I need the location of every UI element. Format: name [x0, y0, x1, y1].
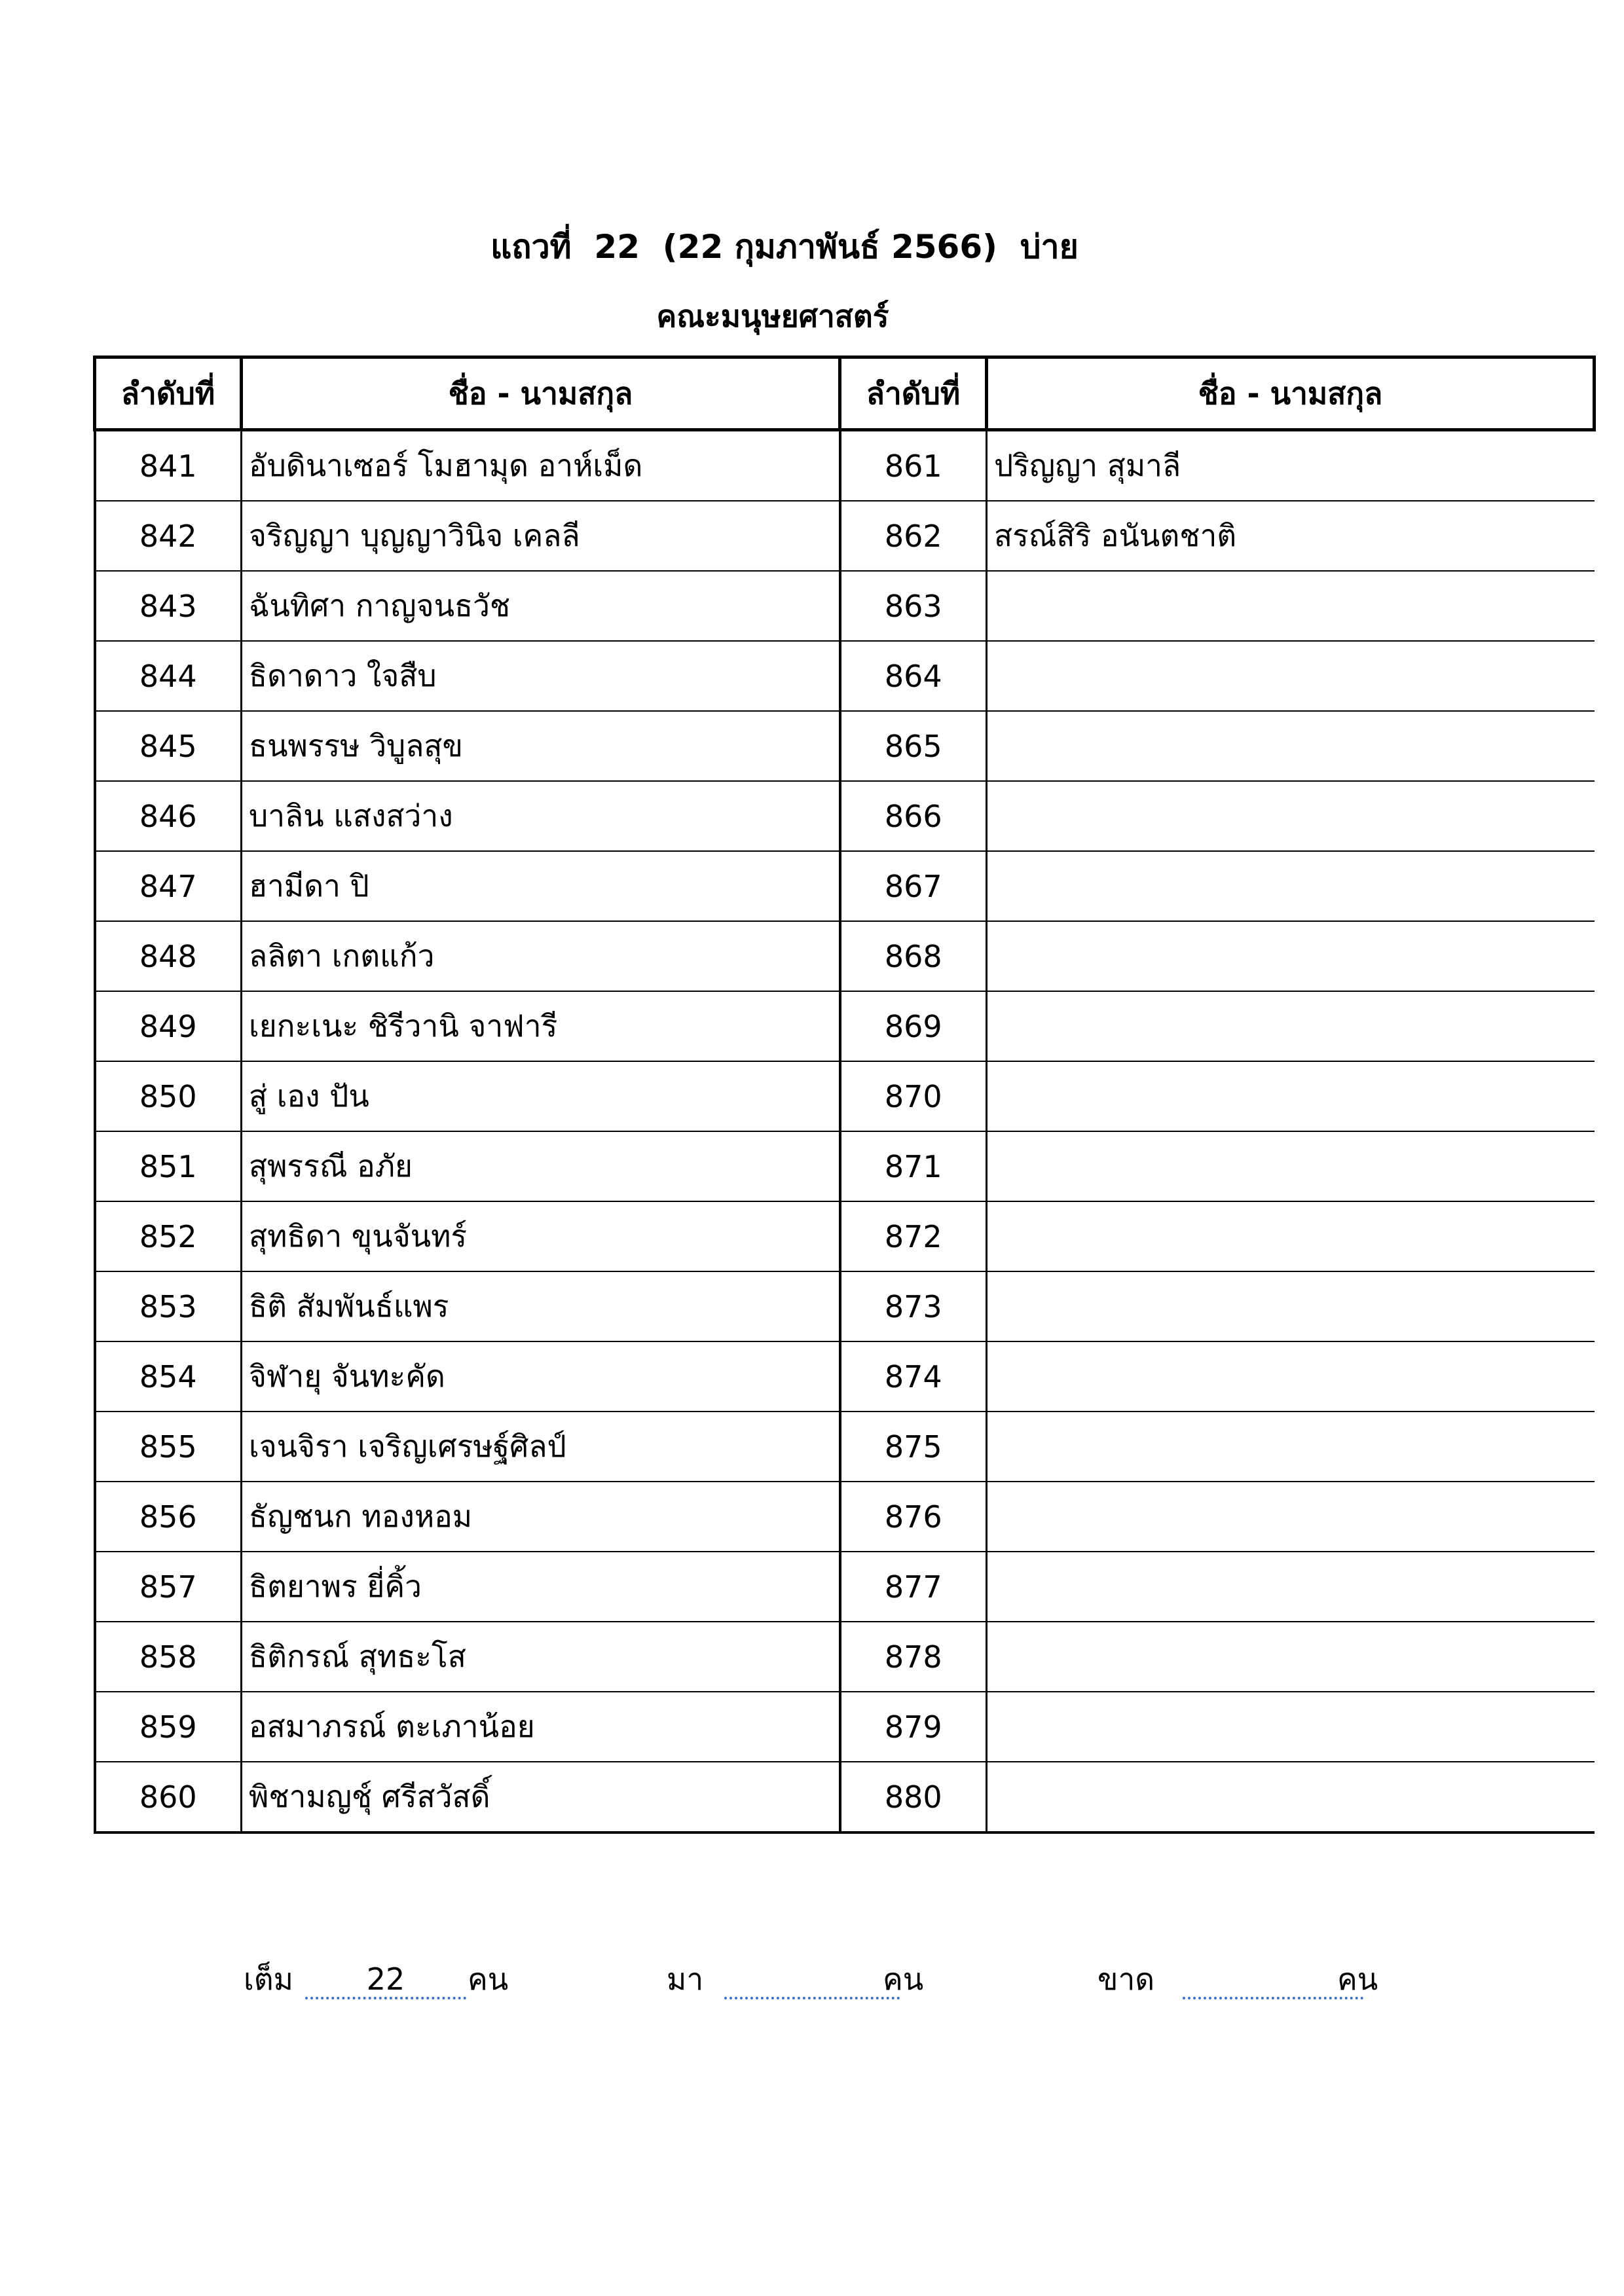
- table-row: [95, 711, 1595, 781]
- order-number-right: 862: [840, 501, 987, 571]
- attendance-table: [93, 355, 1596, 1834]
- table-row: [95, 921, 1595, 991]
- student-name-right: [987, 1412, 1595, 1482]
- student-name-right: [987, 1131, 1595, 1201]
- table-row: [95, 1482, 1595, 1552]
- order-number-left: 847: [95, 851, 242, 921]
- header-name-right: ชื่อ - นามสกุล: [987, 357, 1595, 430]
- student-name-right: [987, 711, 1595, 781]
- table-row: [95, 1201, 1595, 1271]
- student-name-right: [987, 1061, 1595, 1131]
- student-name-left: ธิตยาพร ยี่คิ้ว: [242, 1552, 840, 1622]
- order-number-left: 857: [95, 1552, 242, 1622]
- student-name-right: [987, 781, 1595, 851]
- table-row: [95, 430, 1595, 501]
- student-name-left: ฮามีดา ปิ: [242, 851, 840, 921]
- student-name-right: [987, 851, 1595, 921]
- table-row: [95, 501, 1595, 571]
- table-row: [95, 1131, 1595, 1201]
- student-name-left: สุพรรณี อภัย: [242, 1131, 840, 1201]
- order-number-right: 865: [840, 711, 987, 781]
- header-order-right: ลำดับที่: [840, 357, 987, 430]
- table-row: [95, 641, 1595, 711]
- student-name-right: [987, 1482, 1595, 1552]
- table-row: [95, 1692, 1595, 1762]
- full-count-value: 22: [366, 1961, 405, 1997]
- student-name-left: สุทธิดา ขุนจันทร์: [242, 1201, 840, 1271]
- order-number-left: 849: [95, 991, 242, 1061]
- order-number-left: 856: [95, 1482, 242, 1552]
- table-row: [95, 1762, 1595, 1832]
- order-number-right: 872: [840, 1201, 987, 1271]
- order-number-left: 844: [95, 641, 242, 711]
- table-body: [95, 430, 1595, 1833]
- order-number-left: 845: [95, 711, 242, 781]
- order-number-left: 860: [95, 1762, 242, 1832]
- order-number-left: 852: [95, 1201, 242, 1271]
- student-name-left: จิฬายุ จันทะคัด: [242, 1341, 840, 1412]
- order-number-right: 866: [840, 781, 987, 851]
- order-number-right: 876: [840, 1482, 987, 1552]
- table-row: [95, 1622, 1595, 1692]
- student-name-right: [987, 1271, 1595, 1341]
- order-number-right: 861: [840, 430, 987, 501]
- table-row: [95, 991, 1595, 1061]
- present-label: มา: [667, 1961, 704, 1997]
- absent-unit: คน: [1337, 1961, 1378, 1997]
- faculty-subtitle: คณะมนุษยศาสตร์: [656, 299, 889, 334]
- table-header-row: [95, 357, 1595, 430]
- student-name-left: สู่ เอง ปัน: [242, 1061, 840, 1131]
- order-number-right: 878: [840, 1622, 987, 1692]
- table-row: [95, 1341, 1595, 1412]
- order-number-right: 875: [840, 1412, 987, 1482]
- order-number-left: 842: [95, 501, 242, 571]
- student-name-left: อับดินาเซอร์ โมฮามุด อาห์เม็ด: [242, 430, 840, 501]
- student-name-right: [987, 1622, 1595, 1692]
- student-name-right: [987, 1341, 1595, 1412]
- student-name-left: เยกะเนะ ชิรีวานิ จาฟารี: [242, 991, 840, 1061]
- student-name-right: [987, 1762, 1595, 1832]
- student-name-right: สรณ์สิริ อนันตชาติ: [987, 501, 1595, 571]
- table-row: [95, 571, 1595, 641]
- student-name-left: ธิดาดาว ใจสืบ: [242, 641, 840, 711]
- student-name-right: [987, 1552, 1595, 1622]
- order-number-right: 880: [840, 1762, 987, 1832]
- order-number-left: 848: [95, 921, 242, 991]
- order-number-left: 846: [95, 781, 242, 851]
- student-name-left: ธัญชนก ทองหอม: [242, 1482, 840, 1552]
- order-number-right: 869: [840, 991, 987, 1061]
- order-number-left: 855: [95, 1412, 242, 1482]
- student-name-left: พิชามญชุ์ ศรีสวัสดิ์: [242, 1762, 840, 1832]
- table-row: [95, 1552, 1595, 1622]
- order-number-left: 850: [95, 1061, 242, 1131]
- header-order-left: ลำดับที่: [95, 357, 242, 430]
- header-name-left: ชื่อ - นามสกุล: [242, 357, 840, 430]
- student-name-right: [987, 1201, 1595, 1271]
- present-unit: คน: [883, 1961, 924, 1997]
- student-name-left: ลลิตา เกตแก้ว: [242, 921, 840, 991]
- student-name-right: [987, 921, 1595, 991]
- order-number-right: 879: [840, 1692, 987, 1762]
- student-name-left: จริญญา บุญญาวินิจ เคลลี: [242, 501, 840, 571]
- full-label: เต็ม: [244, 1961, 293, 1997]
- student-name-left: เจนจิรา เจริญเศรษฐ์ศิลป์: [242, 1412, 840, 1482]
- student-name-left: อสมาภรณ์ ตะเภาน้อย: [242, 1692, 840, 1762]
- order-number-left: 851: [95, 1131, 242, 1201]
- order-number-left: 858: [95, 1622, 242, 1692]
- table-row: [95, 1061, 1595, 1131]
- order-number-right: 864: [840, 641, 987, 711]
- student-name-left: ธิติกรณ์ สุทธะโส: [242, 1622, 840, 1692]
- absent-count-line[interactable]: [1183, 1997, 1363, 1999]
- student-name-left: บาลิน แสงสว่าง: [242, 781, 840, 851]
- table-row: [95, 1412, 1595, 1482]
- order-number-right: 874: [840, 1341, 987, 1412]
- full-count-line: [305, 1997, 466, 1999]
- table-row: [95, 851, 1595, 921]
- order-number-right: 873: [840, 1271, 987, 1341]
- order-number-left: 841: [95, 430, 242, 501]
- order-number-right: 867: [840, 851, 987, 921]
- present-count-line[interactable]: [724, 1997, 900, 1999]
- student-name-right: [987, 1692, 1595, 1762]
- student-name-right: [987, 571, 1595, 641]
- order-number-right: 868: [840, 921, 987, 991]
- order-number-left: 843: [95, 571, 242, 641]
- table-row: [95, 781, 1595, 851]
- student-name-left: ฉันทิศา กาญจนธวัช: [242, 571, 840, 641]
- table-row: [95, 1271, 1595, 1341]
- student-name-right: ปริญญา สุมาลี: [987, 430, 1595, 501]
- order-number-right: 877: [840, 1552, 987, 1622]
- order-number-right: 871: [840, 1131, 987, 1201]
- order-number-left: 853: [95, 1271, 242, 1341]
- student-name-left: ธนพรรษ วิบูลสุข: [242, 711, 840, 781]
- order-number-right: 863: [840, 571, 987, 641]
- order-number-left: 854: [95, 1341, 242, 1412]
- page-title: แถวที่ 22 (22 กุมภาพันธ์ 2566) บ่าย: [490, 228, 1079, 266]
- order-number-right: 870: [840, 1061, 987, 1131]
- absent-label: ขาด: [1098, 1961, 1155, 1997]
- student-name-left: ธิติ สัมพันธ์แพร: [242, 1271, 840, 1341]
- full-unit: คน: [468, 1961, 509, 1997]
- order-number-left: 859: [95, 1692, 242, 1762]
- student-name-right: [987, 641, 1595, 711]
- student-name-right: [987, 991, 1595, 1061]
